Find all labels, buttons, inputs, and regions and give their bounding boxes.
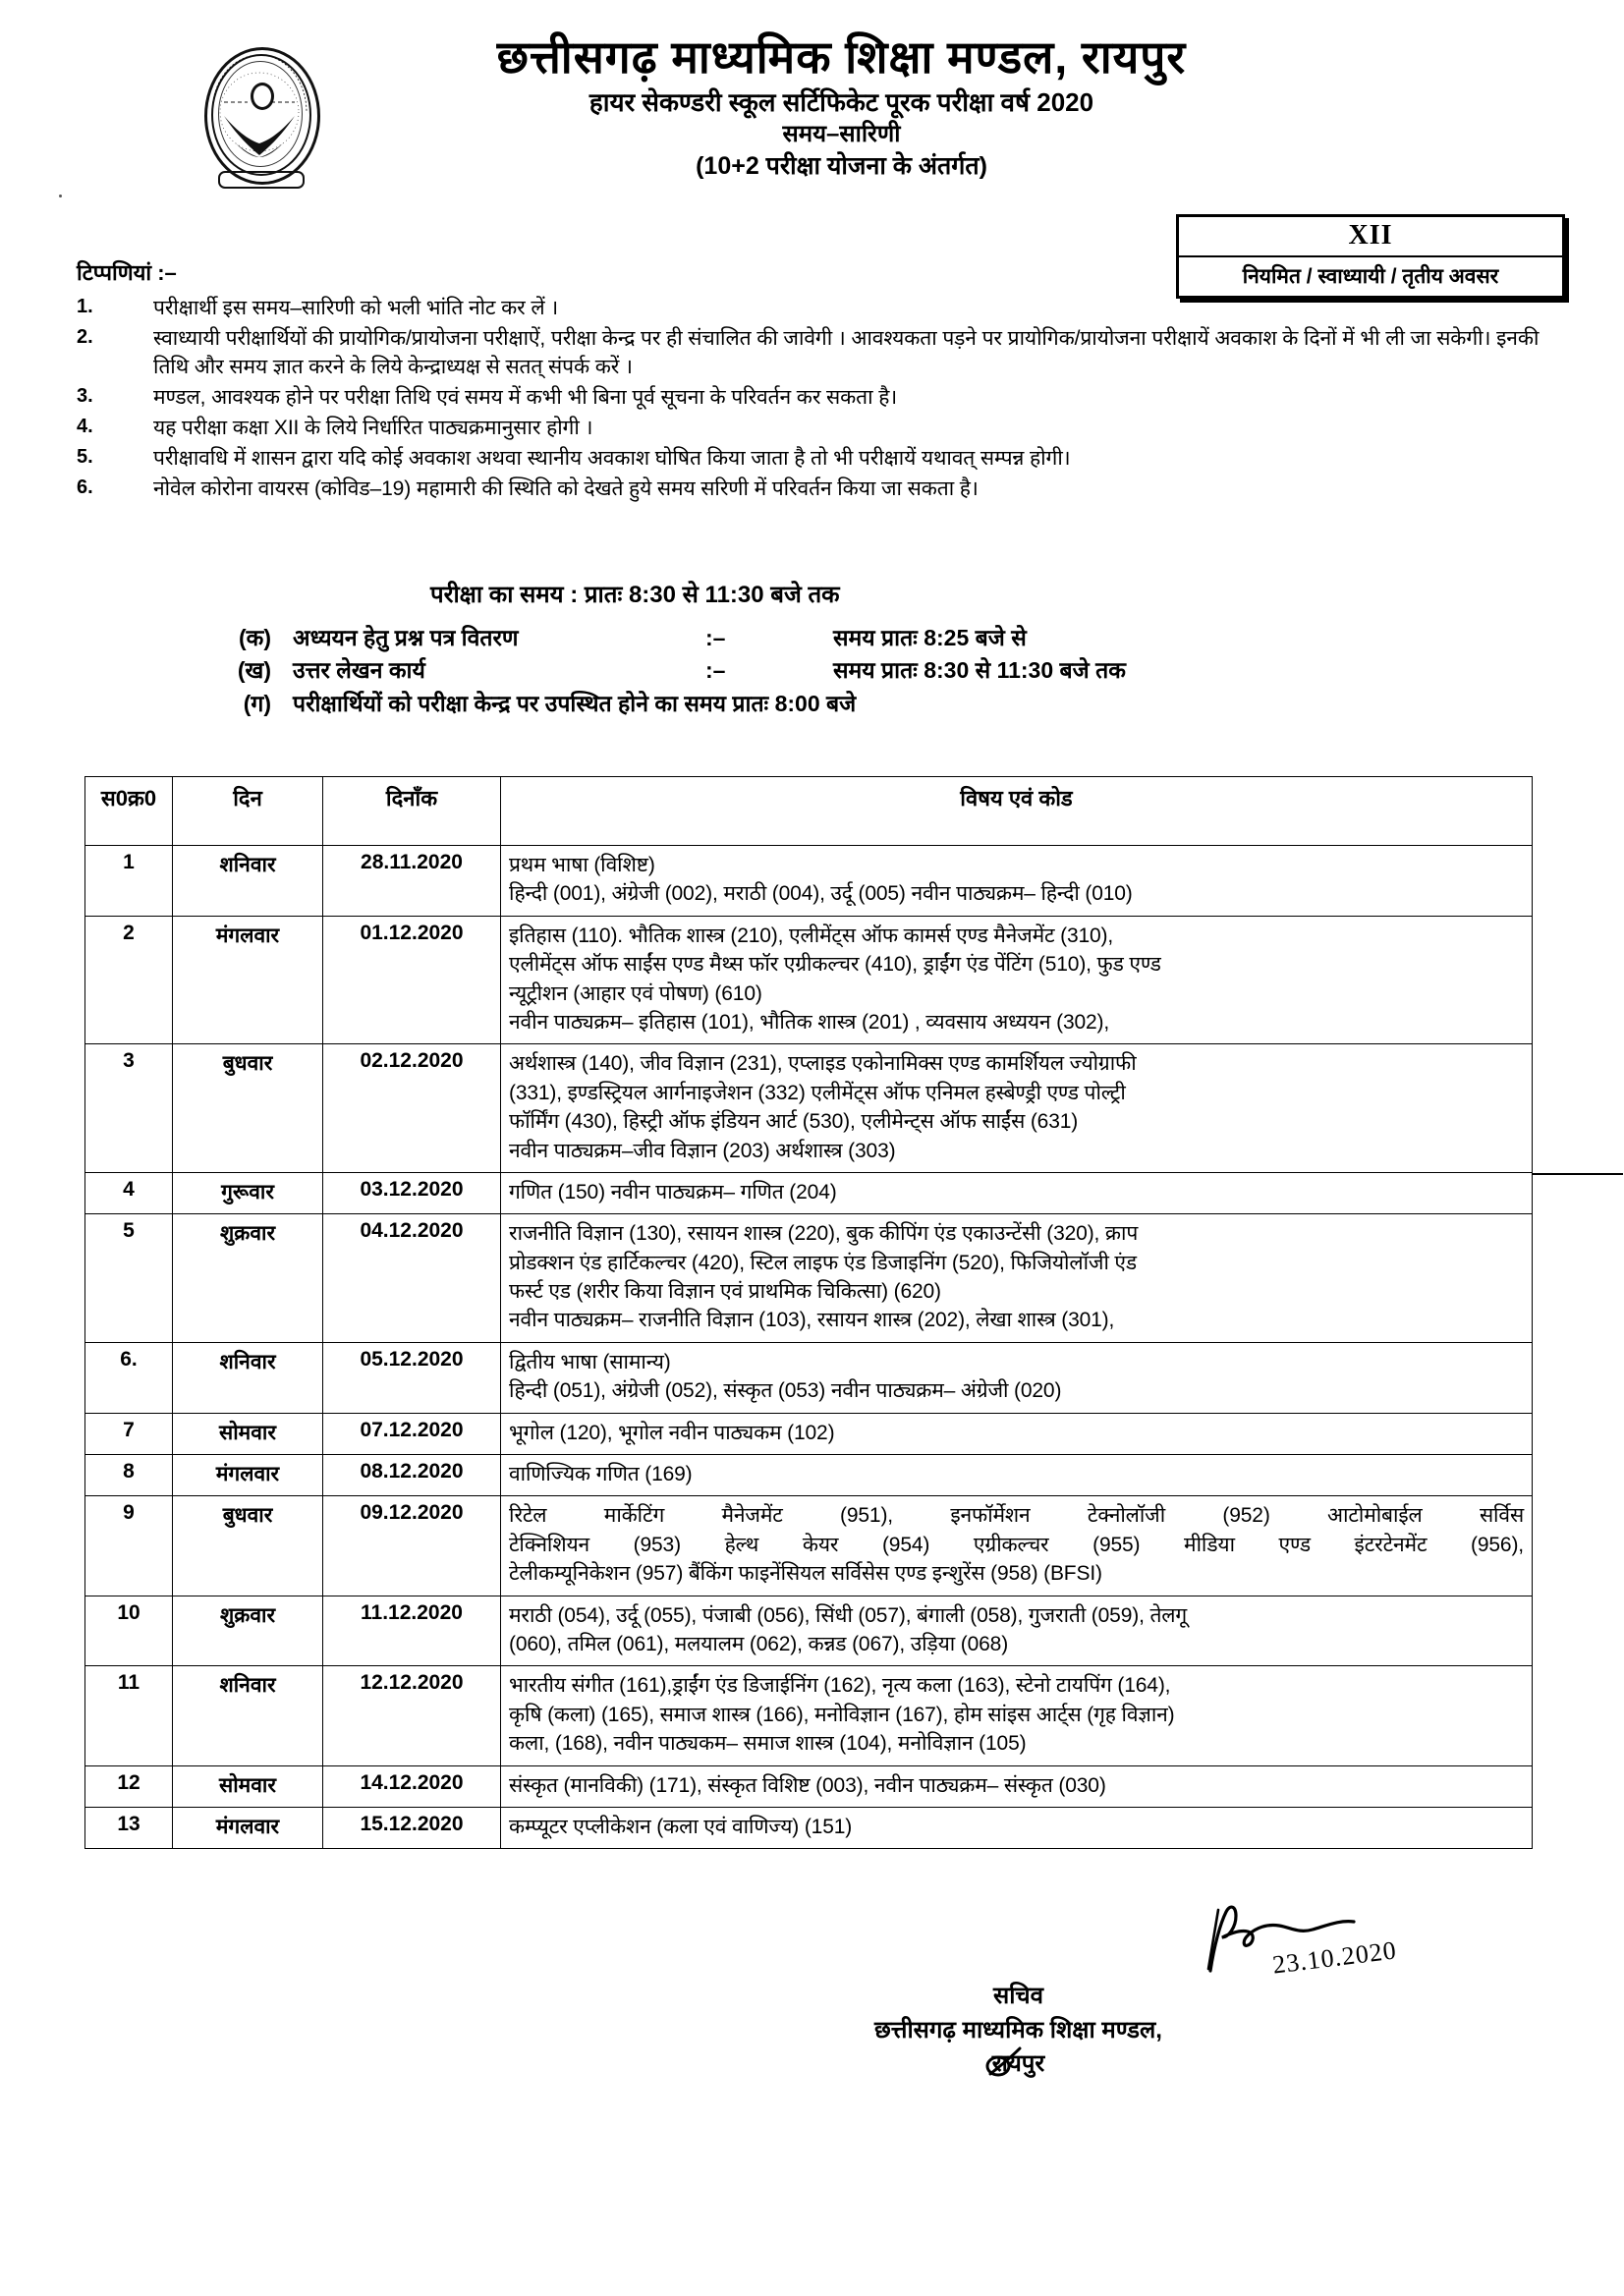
cell-day: शनिवार (173, 1666, 323, 1765)
table-row (85, 1044, 1533, 1173)
cell-day: सोमवार (173, 1765, 323, 1807)
cell-day: शनिवार (173, 1342, 323, 1413)
scan-speck (59, 195, 62, 197)
subject-line: (331), इण्डस्ट्रियल आर्गनाइजेशन (332) एलीमेंट्स ऑफ एनिमल हस्बेण्ड्री एण्ड पोल्ट्री (509, 1081, 1126, 1104)
subject-line: एलीमेंट्स ऑफ साईंस एण्ड मैथ्स फॉर एग्रीकल्चर (410), ड्राईंग एंड पेंटिंग (510), फुड एण्ड (509, 953, 1161, 977)
cell-subjects (501, 1044, 1533, 1173)
note-item (77, 476, 1550, 504)
note-item (77, 384, 1550, 413)
table-row (85, 916, 1533, 1044)
subject-line: कला, (168), नवीन पाठ्यकम– समाज शास्त्र (104), मनोविज्ञान (105) (509, 1732, 1027, 1756)
schedule-table-wrapper (84, 776, 1533, 1849)
table-row (85, 1214, 1533, 1343)
cell-subjects (501, 1596, 1533, 1666)
timing-value: समय प्रातः 8:30 से 11:30 बजे तक (833, 657, 1126, 684)
signatory-city (0, 2046, 1624, 2079)
cell-subjects (501, 1666, 1533, 1765)
subject-line: फर्स्ट एड (शरीर किया विज्ञान एवं प्राथमिक चिकित्सा) (620) (509, 1280, 941, 1304)
signatory-designation: सचिव (992, 1983, 1044, 2009)
note-text: यह परीक्षा कक्षा XII के लिये निर्धारित पाठ्यक्रमानुसार होगी । (153, 416, 593, 439)
signature-date: 23.10.2020 (1270, 1935, 1399, 1980)
subject-line: वाणिज्यिक गणित (169) (509, 1463, 693, 1486)
note-number: 5. (77, 445, 93, 468)
note-number: 4. (77, 415, 93, 437)
exam-time-heading: परीक्षा का समय : प्रातः 8:30 से 11:30 बजे तक (430, 582, 840, 608)
cell-subjects (501, 1214, 1533, 1343)
exam-timing-section (77, 578, 1491, 720)
cell-day: मंगलवार (173, 1807, 323, 1848)
cell-day: मंगलवार (173, 1455, 323, 1496)
note-number: 1. (77, 296, 93, 317)
cell-serial: 2 (85, 916, 173, 1044)
subject-line: रिटेल मार्केटिंग मैनेजमेंट (951), इनफॉर्मेशन टेक्नोलॉजी (952) आटोमोबाईल सर्विस (509, 1504, 1524, 1528)
note-number: 2. (77, 325, 93, 348)
board-name: छत्तीसगढ़ माध्यमिक शिक्षा मण्डल, रायपुर (496, 31, 1187, 83)
cell-serial: 4 (85, 1172, 173, 1213)
notes-section (77, 257, 1550, 506)
subject-line: इतिहास (110). भौतिक शास्त्र (210), एलीमेंट्स ऑफ कामर्स एण्ड मैनेजमेंट (310), (509, 924, 1114, 947)
cell-date: 28.11.2020 (323, 846, 501, 917)
table-header-row (85, 777, 1533, 846)
note-number: 6. (77, 476, 93, 498)
table-row (85, 1765, 1533, 1807)
cell-subjects (501, 1807, 1533, 1848)
note-text: नोवेल कोरोना वायरस (कोविड–19) महामारी की स्थिति को देखते हुये समय सरिणी में परिवर्तन किया जा सकता है। (153, 476, 979, 500)
timing-item (77, 688, 1491, 720)
note-item (77, 415, 1550, 443)
table-row (85, 846, 1533, 917)
subject-line: संस्कृत (मानविकी) (171), संस्कृत विशिष्ट (003), नवीन पाठ्यक्रम– संस्कृत (030) (509, 1773, 1106, 1797)
subject-line: कम्प्यूटर एप्लीकेशन (कला एवं वाणिज्य) (151) (509, 1815, 853, 1838)
subject-line: टेलीकम्यूनिकेशन (957) बैंकिंग फाइनेंसियल सर्विसेस एण्ड इन्शुरेंस (958) (BFSI) (509, 1562, 1102, 1586)
table-row (85, 1666, 1533, 1765)
timing-label: उत्तर लेखन कार्य (293, 657, 425, 684)
cell-subjects (501, 1413, 1533, 1454)
note-text: परीक्षार्थी इस समय–सारिणी को भली भांति नोट कर लें । (153, 297, 559, 319)
cell-day: शुक्रवार (173, 1214, 323, 1343)
cell-subjects (501, 1765, 1533, 1807)
subject-line: भारतीय संगीत (161),ड्राईंग एंड डिजाईनिंग (162), नृत्य कला (163), स्टेनो टायपिंग (164), (509, 1674, 1171, 1698)
class-label: XII (1179, 217, 1562, 257)
cell-serial: 6. (85, 1342, 173, 1413)
candidate-category-label: नियमित / स्वाध्यायी / तृतीय अवसर (1242, 265, 1499, 288)
table-row (85, 1413, 1533, 1454)
subject-line: फॉर्मिंग (430), हिस्ट्री ऑफ इंडियन आर्ट (530), एलीमेन्ट्स ऑफ साईंस (631) (509, 1110, 1079, 1134)
signature-initial-mark (982, 2046, 1024, 2080)
timing-label: अध्ययन हेतु प्रश्न पत्र वितरण (293, 625, 519, 650)
cell-date: 04.12.2020 (323, 1214, 501, 1343)
cell-date: 12.12.2020 (323, 1666, 501, 1765)
cell-date: 03.12.2020 (323, 1172, 501, 1213)
cell-subjects (501, 1455, 1533, 1496)
cell-date: 02.12.2020 (323, 1044, 501, 1173)
cell-serial: 5 (85, 1214, 173, 1343)
timing-item (77, 654, 1491, 687)
scan-artifact-line (1533, 1173, 1623, 1175)
note-item (77, 295, 1550, 323)
cell-date: 09.12.2020 (323, 1496, 501, 1596)
subject-line: हिन्दी (051), अंग्रेजी (052), संस्कृत (053) नवीन पाठ्यक्रम– अंग्रेजी (020) (509, 1379, 1062, 1403)
cell-day: मंगलवार (173, 916, 323, 1044)
subject-line: न्यूट्रीशन (आहार एवं पोषण) (610) (509, 981, 762, 1005)
subject-line: मराठी (054), उर्दू (055), पंजाबी (056), सिंधी (057), बंगाली (058), गुजराती (059), तेलगू (509, 1603, 1188, 1627)
cell-serial: 10 (85, 1596, 173, 1666)
cell-day: शनिवार (173, 846, 323, 917)
cell-serial: 1 (85, 846, 173, 917)
cell-date: 14.12.2020 (323, 1765, 501, 1807)
note-item (77, 325, 1550, 382)
cell-date: 15.12.2020 (323, 1807, 501, 1848)
cell-date: 05.12.2020 (323, 1342, 501, 1413)
cell-date: 11.12.2020 (323, 1596, 501, 1666)
cell-subjects (501, 1342, 1533, 1413)
cell-day: गुरूवार (173, 1172, 323, 1213)
cell-day: बुधवार (173, 1044, 323, 1173)
table-row (85, 1172, 1533, 1213)
cell-serial: 8 (85, 1455, 173, 1496)
table-row (85, 1342, 1533, 1413)
document-type: समय–सारिणी (782, 121, 901, 148)
cell-serial: 9 (85, 1496, 173, 1596)
subject-line: भूगोल (120), भूगोल नवीन पाठ्यकम (102) (509, 1421, 835, 1444)
cell-subjects (501, 1496, 1533, 1596)
table-row (85, 1596, 1533, 1666)
cell-day: शुक्रवार (173, 1596, 323, 1666)
timing-value: समय प्रातः 8:25 बजे से (833, 625, 1027, 650)
col-header-date: दिनाँक (323, 777, 501, 846)
exam-name: हायर सेकण्डरी स्कूल सर्टिफिकेट पूरक परीक्षा वर्ष 2020 (588, 86, 1094, 117)
cell-serial: 13 (85, 1807, 173, 1848)
timing-key: (ग) (243, 690, 271, 716)
cell-subjects (501, 846, 1533, 917)
note-number: 3. (77, 384, 93, 407)
cell-subjects (501, 1172, 1533, 1213)
notes-heading: टिप्पणियां :– (77, 260, 177, 285)
subject-line: प्रोडक्शन एंड हार्टिकल्चर (420), स्टिल लाइफ एंड डिजाइनिंग (520), फिजियोलॉजी एंड (509, 1251, 1137, 1274)
subject-line: नवीन पाठ्यक्रम– राजनीति विज्ञान (103), रसायन शास्त्र (202), लेखा शास्त्र (301), (509, 1309, 1115, 1332)
subject-line: टेक्निशियन (953) हेल्थ केयर (954) एग्रीकल्चर (955) मीडिया एण्ड इंटरटेनमेंट (956), (509, 1533, 1524, 1556)
subject-line: हिन्दी (001), अंग्रेजी (002), मराठी (004), उर्दू (005) नवीन पाठ्यक्रम– हिन्दी (010) (509, 882, 1133, 906)
subject-line: प्रथम भाषा (विशिष्ट) (509, 854, 655, 876)
city-label: रायपुर (991, 2050, 1045, 2077)
col-header-subject: विषय एवं कोड (501, 777, 1533, 846)
cell-serial: 7 (85, 1413, 173, 1454)
cell-day: बुधवार (173, 1496, 323, 1596)
timing-separator: :– (705, 657, 726, 684)
timing-item (77, 622, 1491, 654)
subject-line: द्वितीय भाषा (सामान्य) (509, 1350, 671, 1373)
subject-line: गणित (150) नवीन पाठ्यक्रम– गणित (204) (509, 1180, 837, 1204)
note-text: मण्डल, आवश्यक होने पर परीक्षा तिथि एवं समय में कभी भी बिना पूर्व सूचना के परिवर्तन कर सकता है। (153, 385, 898, 409)
board-emblem-icon (196, 43, 322, 191)
timing-label: परीक्षार्थियों को परीक्षा केन्द्र पर उपस्थित होने का समय प्रातः 8:00 बजे (293, 690, 857, 716)
cell-serial: 12 (85, 1765, 173, 1807)
note-text: परीक्षावधि में शासन द्वारा यदि कोई अवकाश अथवा स्थानीय अवकाश घोषित किया जाता है तो भी परीक्षायें यथावत् सम्पन्न होगी। (153, 446, 1071, 470)
subject-line: नवीन पाठ्यक्रम–जीव विज्ञान (203) अर्थशास्त्र (303) (509, 1139, 896, 1162)
subject-line: (060), तमिल (061), मलयालम (062), कन्नड (067), उड़िया (068) (509, 1632, 1009, 1655)
signature-block (0, 1914, 1624, 2079)
cell-day: सोमवार (173, 1413, 323, 1454)
timing-separator: :– (705, 625, 726, 650)
signatory-organization: छत्तीसगढ़ माध्यमिक शिक्षा मण्डल, (874, 2017, 1162, 2044)
cell-serial: 11 (85, 1666, 173, 1765)
note-item (77, 445, 1550, 474)
subject-line: राजनीति विज्ञान (130), रसायन शास्त्र (220), बुक कीपिंग एंड एकाउन्टेंसी (320), क्राप (509, 1222, 1139, 1246)
cell-serial: 3 (85, 1044, 173, 1173)
subject-line: अर्थशास्त्र (140), जीव विज्ञान (231), एप्लाइड एकोनामिक्स एण्ड कामर्शियल ज्योग्राफी (509, 1052, 1137, 1076)
note-text: स्वाध्यायी परीक्षार्थियों की प्रायोगिक/प्रायोजना परीक्षाऐं, परीक्षा केन्द्र पर ही संचालित की जावेगी । आवश्यकता पड़ने पर प्रायोगिक/प्रायोजना परीक्षायें अवकाश के दिनों में भी ली जा सकेगी। इनकी तिथि और समय ज्ञात करने के लिये केन्द्राध्यक्ष से सतत् संपर्क करें । (153, 326, 1540, 378)
cell-date: 01.12.2020 (323, 916, 501, 1044)
scheme-note: (10+2 परीक्षा योजना के अंतर्गत) (696, 151, 987, 180)
subject-line: नवीन पाठ्यक्रम– इतिहास (101), भौतिक शास्त्र (201) , व्यवसाय अध्ययन (302), (509, 1010, 1110, 1034)
exam-schedule-table (84, 776, 1533, 1849)
timing-key: (ख) (237, 657, 271, 684)
subject-line: कृषि (कला) (165), समाज शास्त्र (166), मनोविज्ञान (167), होम सांइस आर्ट्स (गृह विज्ञान) (509, 1703, 1175, 1726)
table-row (85, 1807, 1533, 1848)
col-header-serial: स0क्र0 (85, 777, 173, 846)
cell-subjects (501, 916, 1533, 1044)
cell-date: 08.12.2020 (323, 1455, 501, 1496)
table-row (85, 1455, 1533, 1496)
timing-key: (क) (239, 625, 271, 650)
table-row (85, 1496, 1533, 1596)
col-header-day: दिन (173, 777, 323, 846)
cell-date: 07.12.2020 (323, 1413, 501, 1454)
